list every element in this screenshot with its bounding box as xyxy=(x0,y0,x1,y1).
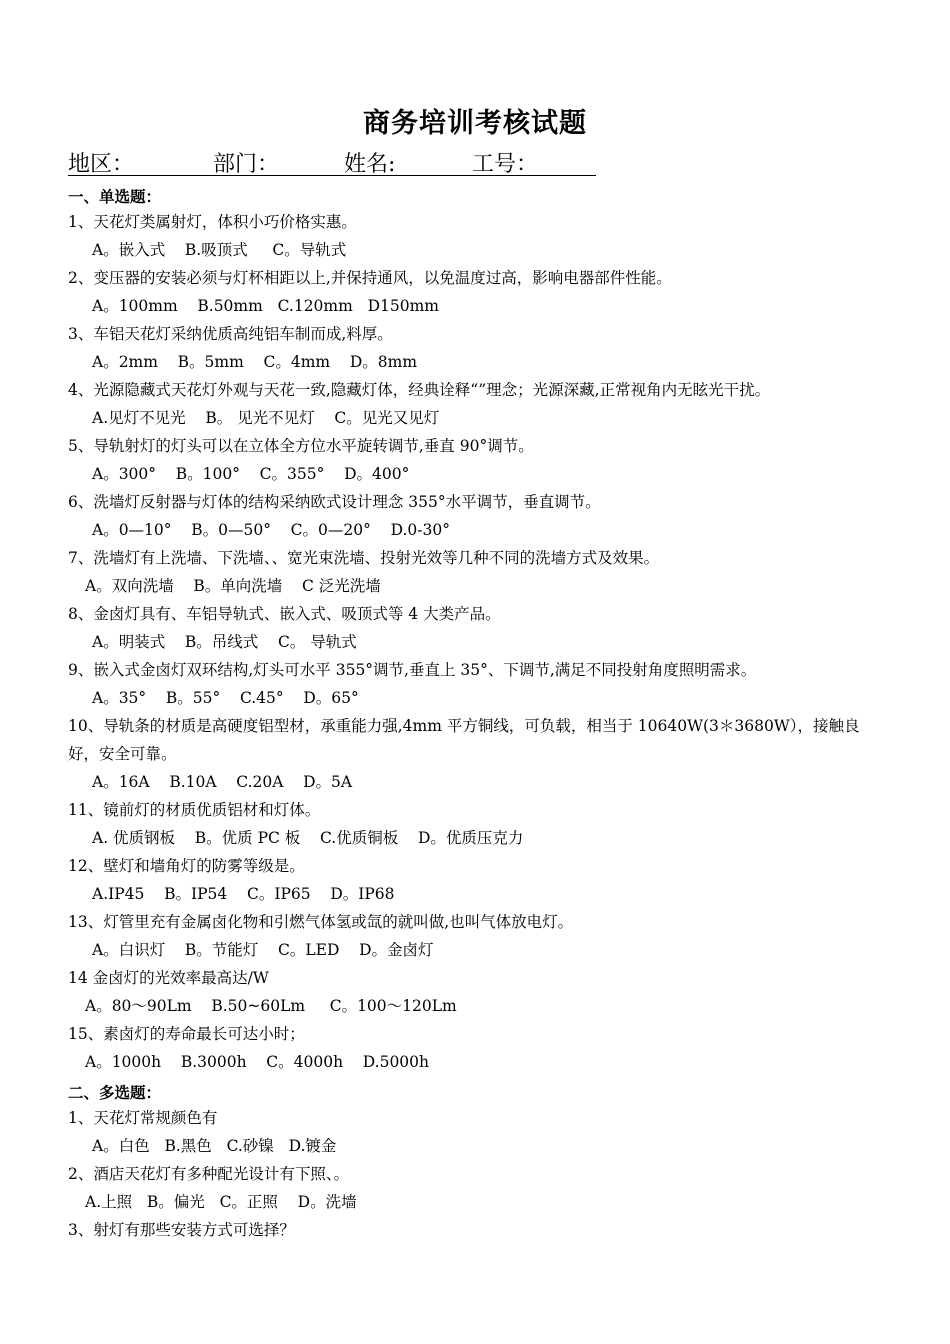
question-text: 9、嵌入式金卤灯双环结构,灯头可水平 355°调节,垂直上 35°、下调节,满足不同投射角度照明需求。 xyxy=(68,661,757,679)
answer-options: A。35° B。55° C.45° D。65° xyxy=(92,689,359,707)
question-text: 15、素卤灯的寿命最长可达小时； xyxy=(68,1025,305,1043)
question-text: 6、洗墙灯反射器与灯体的结构采纳欧式设计理念 355°水平调节，垂直调节。 xyxy=(68,493,601,511)
answer-options: A。嵌入式 B.吸顶式 C。导轨式 xyxy=(92,241,347,259)
question-item xyxy=(68,1104,880,1160)
answer-options: A。白识灯 B。节能灯 C。LED D。金卤灯 xyxy=(92,941,434,959)
question-text: 10、导轨条的材质是高硬度铝型材，承重能力强,4mm 平方铜线，可负载，相当于 10640W(3＊3680W），接触良好，安全可靠。 xyxy=(68,717,860,763)
exam-content xyxy=(68,186,880,1244)
question-text: 1、天花灯常规颜色有 xyxy=(68,1109,218,1127)
answer-options: A。明装式 B。吊线式 C。 导轨式 xyxy=(92,633,357,651)
question-item xyxy=(68,488,880,544)
question-item xyxy=(68,600,880,656)
answer-options: A。100mm B.50mm C.120mm D150mm xyxy=(92,297,440,315)
question-item xyxy=(68,264,880,320)
question-text: 3、射灯有那些安装方式可选择？ xyxy=(68,1221,295,1239)
employee-no-label: 工号： xyxy=(472,152,539,177)
question-item xyxy=(68,796,880,852)
answer-options: A.IP45 B。IP54 C。IP65 D。IP68 xyxy=(92,885,395,903)
question-text: 11、镜前灯的材质优质铝材和灯体。 xyxy=(68,801,321,819)
question-text: 8、金卤灯具有、车铝导轨式、嵌入式、吸顶式等 4 大类产品。 xyxy=(68,605,501,623)
single-choice-questions xyxy=(68,208,880,1076)
question-item xyxy=(68,964,880,1020)
region-label: 地区： xyxy=(68,152,135,177)
section-heading-multiple-choice: 二、多选题： xyxy=(68,1083,162,1102)
answer-options: A.上照 B。偏光 C。正照 D。洗墙 xyxy=(85,1193,357,1211)
question-text: 2、变压器的安装必须与灯杯相距以上,并保持通风，以免温度过高，影响电器部件性能。 xyxy=(68,269,672,287)
question-item xyxy=(68,1216,880,1244)
question-item xyxy=(68,432,880,488)
question-text: 2、酒店天花灯有多种配光设计有下照、。 xyxy=(68,1165,350,1183)
multiple-choice-questions xyxy=(68,1104,880,1244)
question-item xyxy=(68,1020,880,1076)
answer-options: A。1000h B.3000h C。4000h D.5000h xyxy=(85,1053,430,1071)
question-item xyxy=(68,908,880,964)
department-label: 部门： xyxy=(213,152,280,177)
question-text: 4、光源隐藏式天花灯外观与天花一致,隐藏灯体，经典诠释“”理念；光源深藏,正常视角内无眩光干扰。 xyxy=(68,381,771,399)
question-text: 14 金卤灯的光效率最高达/W xyxy=(68,969,269,987)
answer-options: A。80～90Lm B.50~60Lm C。100～120Lm xyxy=(85,997,457,1015)
question-item xyxy=(68,320,880,376)
answer-options: A。双向洗墙 B。单向洗墙 C 泛光洗墙 xyxy=(85,577,381,595)
question-item xyxy=(68,544,880,600)
answer-options: A。300° B。100° C。355° D。400° xyxy=(92,465,410,483)
question-item xyxy=(68,656,880,712)
question-text: 12、壁灯和墙角灯的防雾等级是。 xyxy=(68,857,305,875)
info-line xyxy=(68,147,596,176)
answer-options: A。0—10° B。0—50° C。0—20° D.0-30° xyxy=(92,521,450,539)
question-text: 5、导轨射灯的灯头可以在立体全方位水平旋转调节,垂直 90°调节。 xyxy=(68,437,534,455)
question-text: 3、车铝天花灯采纳优质高纯铝车制而成,料厚。 xyxy=(68,325,393,343)
question-item xyxy=(68,376,880,432)
answer-options: A. 优质钢板 B。优质 PC 板 C.优质铜板 D。优质压克力 xyxy=(92,829,524,847)
question-item xyxy=(68,712,880,796)
section-heading-single-choice: 一、单选题： xyxy=(68,187,162,206)
question-item xyxy=(68,1160,880,1216)
answer-options: A。2mm B。5mm C。4mm D。8mm xyxy=(92,353,418,371)
name-label: 姓名: xyxy=(344,152,396,177)
question-item xyxy=(68,852,880,908)
page-title: 商务培训考核试题 xyxy=(363,108,587,139)
answer-options: A。16A B.10A C.20A D。5A xyxy=(92,773,353,791)
question-text: 7、洗墙灯有上洗墙、下洗墙、、宽光束洗墙、投射光效等几种不同的洗墙方式及效果。 xyxy=(68,549,660,567)
question-text: 13、灯管里充有金属卤化物和引燃气体氢或氙的就叫做,也叫气体放电灯。 xyxy=(68,913,574,931)
answer-options: A。白色 B.黑色 C.砂镍 D.镀金 xyxy=(92,1137,337,1155)
question-item xyxy=(68,208,880,264)
question-text: 1、天花灯类属射灯，体积小巧价格实惠。 xyxy=(68,213,357,231)
answer-options: A.见灯不见光 B。 见光不见灯 C。见光又见灯 xyxy=(92,409,440,427)
